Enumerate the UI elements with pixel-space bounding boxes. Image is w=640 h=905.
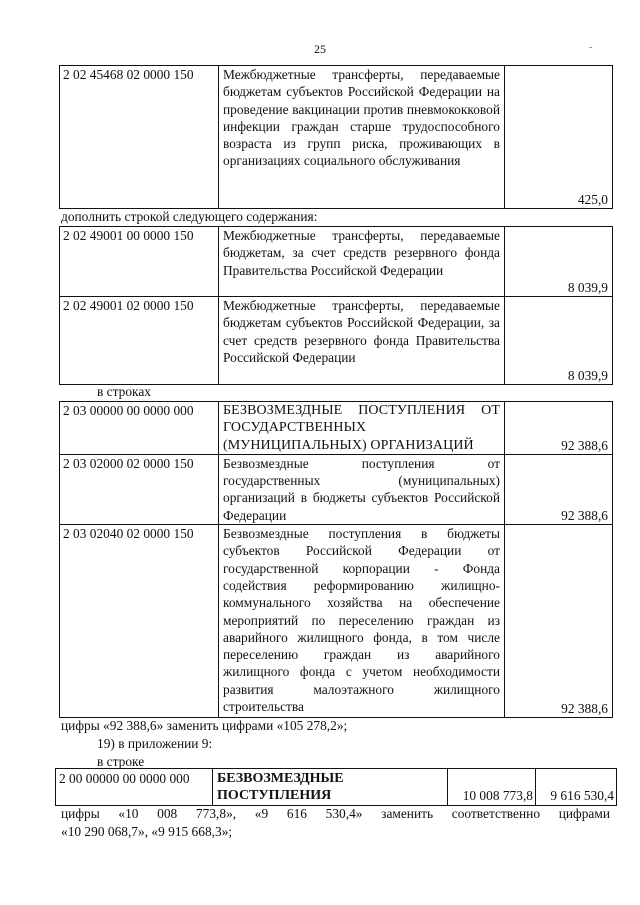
code-cell: 2 03 02040 02 0000 150 (60, 525, 219, 718)
replace-text-2-line-1: цифры «10 008 773,8», «9 616 530,4» заменить соответственно цифрами (61, 806, 610, 821)
code-cell: 2 02 45468 02 0000 150 (60, 66, 219, 209)
in-row-text: в строке (97, 754, 145, 769)
value-cell-2: 9 616 530,4 (536, 769, 617, 806)
description-cell: Межбюджетные трансферты, передаваемые бюджетам субъектов Российской Федерации, за счет средств резервного фонда Правительства Российской Федерации (219, 297, 505, 385)
description-cell: Безвозмездные поступления в бюджеты субъектов Российской Федерации от государственной корпорации - Фонда содействия реформированию жилищно-коммунального хозяйства на обеспечение мероприятий по переселению граждан из аварийного жилищного фонда, в том числе переселению граждан из аварийного жилищного фонда с учетом необходимости развития малоэтажного жилищного строительства (219, 525, 505, 718)
code-cell: 2 02 49001 02 0000 150 (60, 297, 219, 385)
description-cell: БЕЗВОЗМЕЗДНЫЕ ПОСТУПЛЕНИЯ ОТ ГОСУДАРСТВЕННЫХ (МУНИЦИПАЛЬНЫХ) ОРГАНИЗАЦИЙ (219, 402, 505, 455)
table-reserve-fund (59, 226, 613, 385)
code-cell: 2 03 00000 00 0000 000 (60, 402, 219, 455)
value-cell: 8 039,9 (505, 227, 613, 297)
add-line-text: дополнить строкой следующего содержания: (61, 209, 318, 224)
table-row (60, 525, 613, 718)
table-grants (59, 401, 613, 718)
description-cell: Безвозмездные поступления от государственных (муниципальных) организаций в бюджеты субъектов Российской Федерации (219, 454, 505, 524)
table-row (60, 227, 613, 297)
table-row (56, 769, 617, 806)
code-cell: 2 00 00000 00 0000 000 (56, 769, 213, 806)
value-cell-1: 10 008 773,8 (448, 769, 536, 806)
description-cell: Межбюджетные трансферты, передаваемые бюджетам, за счет средств резервного фонда Правительства Российской Федерации (219, 227, 505, 297)
description-cell: БЕЗВОЗМЕЗДНЫЕ ПОСТУПЛЕНИЯ (213, 769, 448, 806)
table-row (60, 297, 613, 385)
page-number: 25 (314, 42, 326, 56)
table-row (60, 402, 613, 455)
code-cell: 2 03 02000 02 0000 150 (60, 454, 219, 524)
item-19-text: 19) в приложении 9: (97, 736, 213, 751)
value-cell: 92 388,6 (505, 454, 613, 524)
replace-text-1: цифры «92 388,6» заменить цифрами «105 278,2»; (61, 718, 348, 733)
table-vaccination (59, 65, 613, 209)
table-appendix-9 (55, 768, 617, 806)
value-cell: 92 388,6 (505, 525, 613, 718)
table-row (60, 454, 613, 524)
description-cell: Межбюджетные трансферты, передаваемые бюджетам субъектов Российской Федерации на проведение вакцинации против пневмококковой инфекции граждан старше трудоспособного возраста из групп риска, проживающих в организациях социального обслуживания (219, 66, 505, 209)
replace-text-2-line-2: «10 290 068,7», «9 915 668,3»; (61, 824, 233, 839)
value-cell: 8 039,9 (505, 297, 613, 385)
code-cell: 2 02 49001 00 0000 150 (60, 227, 219, 297)
value-cell: 425,0 (505, 66, 613, 209)
in-rows-text: в строках (97, 384, 151, 399)
value-cell: 92 388,6 (505, 402, 613, 455)
corner-mark: - (589, 42, 593, 53)
table-row (60, 66, 613, 209)
